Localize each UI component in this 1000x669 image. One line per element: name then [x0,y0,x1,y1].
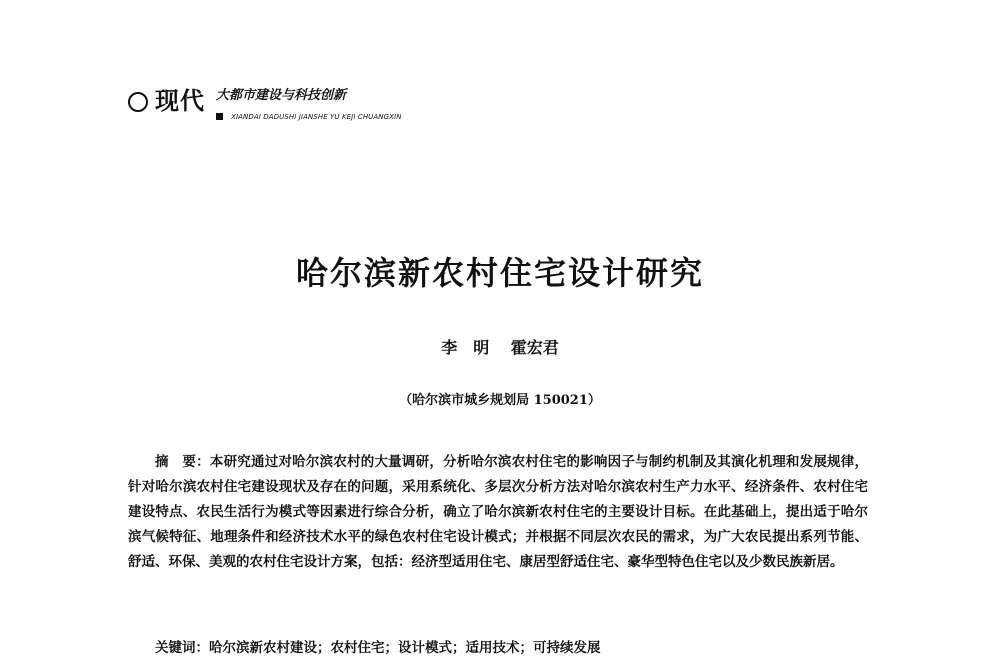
keywords-label: 关键词： [155,640,209,656]
paper-title: 哈尔滨新农村住宅设计研究 [295,254,704,292]
square-icon [216,113,223,120]
journal-name-pinyin: XIANDAI DADUSHI JIANSHE YU KEJI CHUANGXIN [231,112,402,121]
keywords [128,636,868,661]
journal-brand: 现代 [155,87,205,115]
circle-icon [128,92,148,112]
journal-pinyin-row [216,106,402,121]
journal-name-chinese: 大都市建设与科技创新 [216,88,347,103]
abstract [128,450,868,575]
authors: 李 明 霍宏君 [441,338,559,357]
affiliation: （哈尔滨市城乡规划局 150021） [399,393,601,408]
abstract-text: 本研究通过对哈尔滨农村的大量调研，分析哈尔滨农村住宅的影响因子与制约机制及其演化机理和发展规律，针对哈尔滨农村住宅建设现状及存在的问题，采用系统化、多层次分析方法对哈尔滨农村生产力水平、经济条件、农村住宅建设特点、农民生活行为模式等因素进行综合分析，确立了哈尔滨新农村住宅的主要设计目标。在此基础上，提出适于哈尔滨气候特征、地理条件和经济技术水平的绿色农村住宅设计模式；并根据不同层次农民的需求，为广大农民提出系列节能、舒适、环保、美观的农村住宅设计方案，包括：经济型适用住宅、康居型舒适住宅、豪华型特色住宅以及少数民族新居。 [128,454,869,570]
keywords-text: 哈尔滨新农村建设；农村住宅；设计模式；适用技术；可持续发展 [209,640,601,656]
abstract-label: 摘 要： [155,454,210,470]
